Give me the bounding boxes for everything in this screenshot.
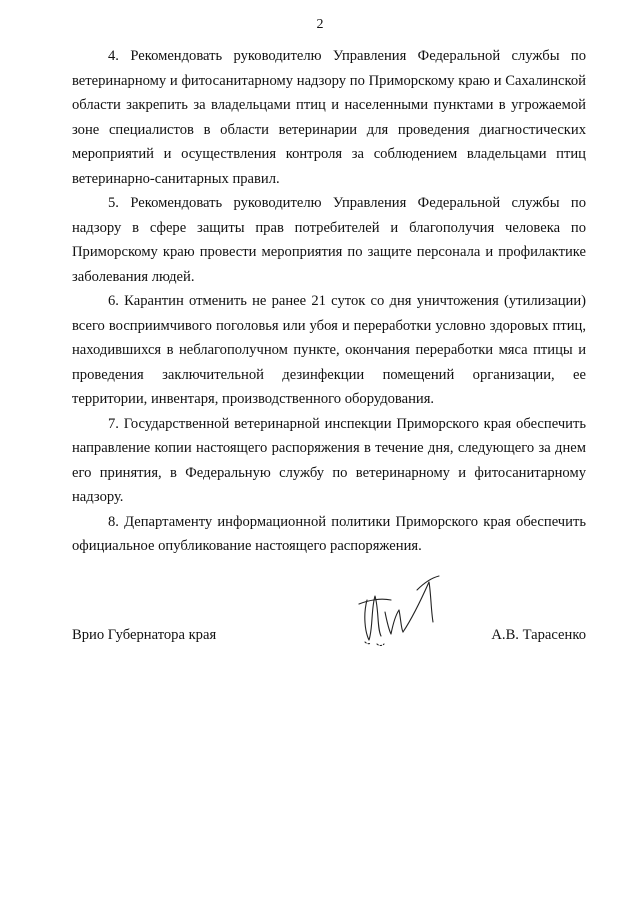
paragraph-4: 4. Рекомендовать руководителю Управления Федеральной службы по ветеринарному и фитосанитарному надзору по Приморскому краю и Сахалинской области закрепить за владельцами птиц и населенными пунктами в угрожаемой зоне специалистов в области ветеринарии для проведения диагностических мероприятий и осуществления контроля за соблюдением владельцами птиц ветеринарно-санитарных правил. [72,48,586,187]
signature-block [72,623,586,647]
paragraph-8: 8. Департаменту информационной политики Приморского края обеспечить официальное опубликование настоящего распоряжения. [72,513,586,554]
paragraph-7: 7. Государственной ветеринарной инспекции Приморского края обеспечить направление копии настоящего распоряжения в течение дня, следующего за днем его принятия, в Федеральную службу по ветеринарному и фитосанитарному надзору. [72,415,586,505]
paragraph-6: 6. Карантин отменить не ранее 21 суток со дня уничтожения (утилизации) всего восприимчивого поголовья или убоя и переработки условно здоровых птиц, находившихся в неблагополучном пункте, окончания переработки мяса птицы и проведения заключительной дезинфекции помещений организации, ее территории, инвентаря, производственного оборудования. [72,293,586,407]
page-number: 2 [316,17,324,32]
signatory-title: Врио Губернатора края [72,627,217,643]
document-body [72,44,586,559]
signatory-name: А.В. Тарасенко [491,627,586,643]
paragraph-5: 5. Рекомендовать руководителю Управления Федеральной службы по надзору в сфере защиты прав потребителей и благополучия человека по Приморскому краю провести мероприятия по защите персонала и профилактике заболевания людей. [72,195,586,285]
